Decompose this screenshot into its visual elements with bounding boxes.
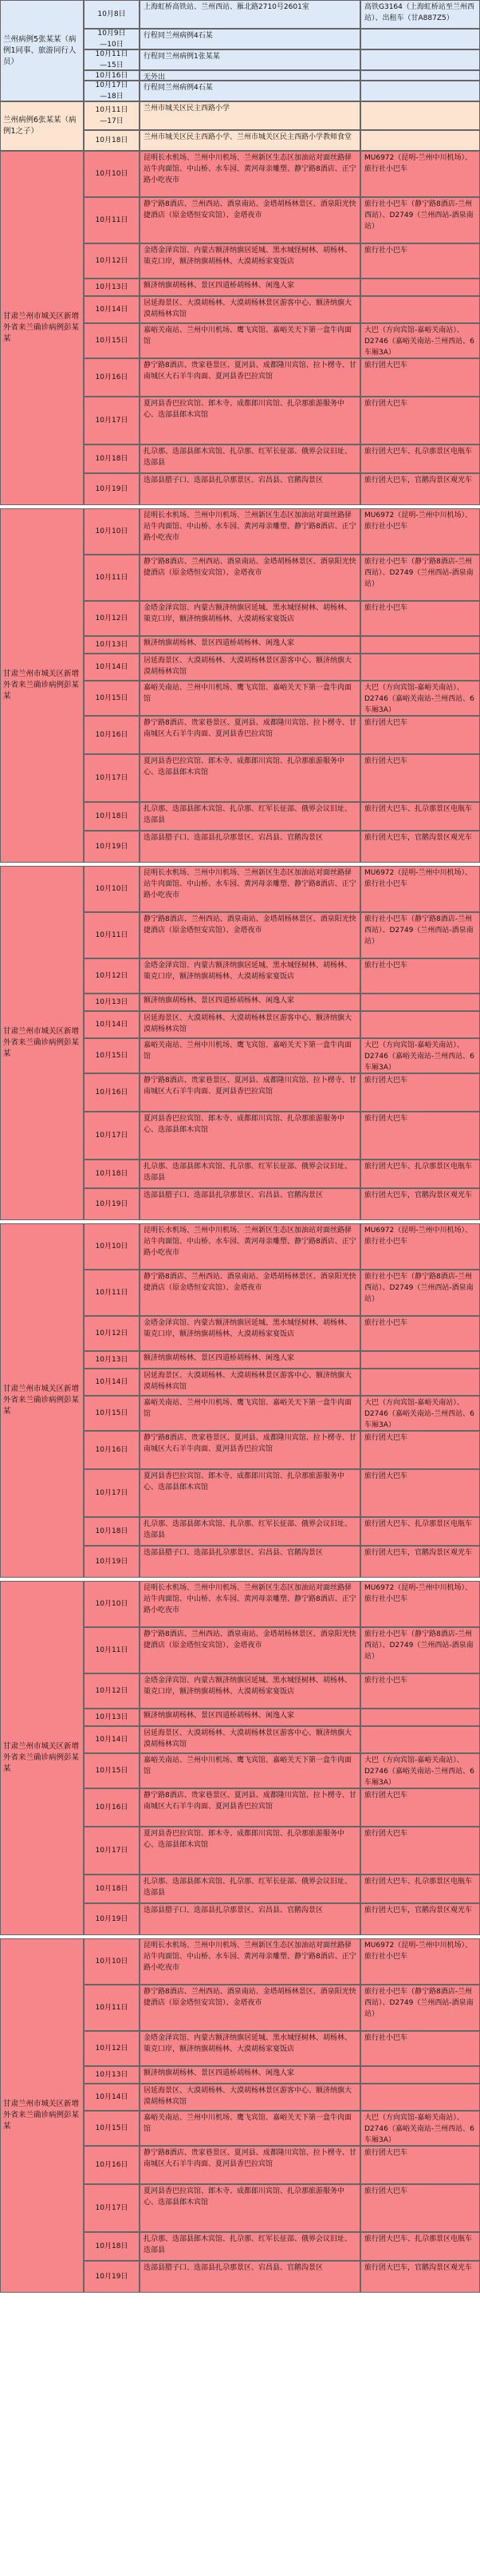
transport-cell: MU6972（昆明-兰州中川机场）、旅行社小巴车 — [360, 1581, 480, 1627]
transport-cell — [360, 2066, 480, 2084]
date-cell: 10月17日 — [84, 754, 140, 802]
route-cell: 扎尕那、迭部县郎木宾馆、扎尕那、红军长征部、俄界会议旧址、迭部县 — [140, 444, 360, 473]
date-cell: 10月17日 — [84, 2184, 140, 2232]
transport-cell: 旅行社小巴车（静宁路8酒店-兰州西站）、D2749（兰州西站-酒泉南站） — [360, 1985, 480, 2031]
route-cell: 嘉峪关南站、兰州中川机场、鹰飞宾馆、嘉峪关天下第一盒牛肉面馆 — [140, 1753, 360, 1788]
date-cell: 10月11日 —17日 — [84, 101, 140, 130]
date-cell: 10月11日 —15日 — [84, 49, 140, 70]
date-cell: 10月12日 — [84, 958, 140, 994]
date-cell: 10月19日 — [84, 1903, 140, 1935]
transport-cell: 旅行团大巴车 — [360, 754, 480, 802]
transport-cell: 旅行团大巴车 — [360, 1788, 480, 1827]
route-cell: 无外出 — [140, 70, 360, 81]
case-block-pink — [0, 151, 480, 505]
route-cell: 金塔金泽宾馆、内蒙古额济纳旗居延城、黑水城怪树林、胡杨林、策克口岸，额济纳旗胡杨林、大漠胡杨家宴饭店 — [140, 1673, 360, 1709]
case-label: 甘肃兰州市城关区新增外省来兰确诊病例彭某某 — [0, 508, 84, 863]
date-cell: 10月18日 — [84, 130, 140, 151]
route-cell: 夏河县香巴拉宾馆、郎木寺、成都郎川宾馆、扎尕那旅游服务中心、迭部县郎木宾馆 — [140, 754, 360, 802]
date-cell: 10月15日 — [84, 2111, 140, 2146]
transport-cell: 大巴（方向宾馆-嘉峪关南站）、D2746（嘉峪关南站-兰州西站、6车厢3A） — [360, 1753, 480, 1788]
date-cell: 10月12日 — [84, 1316, 140, 1351]
case-block-pink — [0, 866, 480, 1220]
route-cell: 行程同兰州病例1张某某 — [140, 49, 360, 70]
route-cell: 静宁路8酒店、贵家巷景区、夏河县、成都隆川宾馆、拉卜楞寺、甘南城区大石羊牛肉面、夏河县香巴拉宾馆 — [140, 1788, 360, 1827]
transport-cell: 大巴（方向宾馆-嘉峪关南站）、D2746（嘉峪关南站-兰州西站、6车厢3A） — [360, 1038, 480, 1073]
transport-cell: 旅行团大巴车，官鹅沟景区观光车 — [360, 1188, 480, 1220]
transport-cell — [360, 1726, 480, 1753]
case-label: 甘肃兰州市城关区新增外省来兰确诊病例彭某某 — [0, 1223, 84, 1578]
route-cell: 行程同兰州病例4石某 — [140, 81, 360, 101]
date-cell: 10月15日 — [84, 1038, 140, 1073]
transport-cell: 旅行团大巴车、扎尕那景区电瓶车 — [360, 444, 480, 473]
date-cell: 10月17日 — [84, 1112, 140, 1160]
route-cell: 夏河县香巴拉宾馆、郎木寺、成都郎川宾馆、扎尕那旅游服务中心、迭部县郎木宾馆 — [140, 1469, 360, 1517]
case-label: 兰州病例6张某某（病例1之子） — [0, 101, 84, 151]
route-cell: 扎尕那、迭部县郎木宾馆、扎尕那、红军长征部、俄界会议旧址、迭部县 — [140, 1160, 360, 1188]
case-block-5 — [0, 0, 480, 101]
route-cell: 迭部县腊子口、迭部县扎尕那景区、宕昌县、官鹅沟景区 — [140, 1546, 360, 1578]
transport-cell: 旅行团大巴车 — [360, 397, 480, 444]
date-cell: 10月11日 — [84, 1627, 140, 1673]
date-cell: 10月14日 — [84, 2084, 140, 2111]
route-cell: 静宁路8酒店、兰州西站、酒泉南站、金塔胡杨林景区、酒泉阳光快捷酒店（原金塔恒安宾馆）、金塔夜市 — [140, 1627, 360, 1673]
date-cell: 10月9日 —10日 — [84, 29, 140, 49]
date-cell: 10月13日 — [84, 279, 140, 296]
transport-cell — [360, 994, 480, 1011]
route-cell: 静宁路8酒店、兰州西站、酒泉南站、金塔胡杨林景区、酒泉阳光快捷酒店（原金塔恒安宾馆）、金塔夜市 — [140, 912, 360, 958]
date-cell: 10月14日 — [84, 1011, 140, 1038]
route-cell: 居延海景区、大漠胡杨林、大漠胡杨林景区游客中心、额济纳旗大漠胡杨林宾馆 — [140, 1726, 360, 1753]
route-cell: 金塔金泽宾馆、内蒙古额济纳旗居延城、黑水城怪树林、胡杨林、策克口岸，额济纳旗胡杨林、大漠胡杨家宴饭店 — [140, 243, 360, 279]
transport-cell: 旅行团大巴车 — [360, 1112, 480, 1160]
transport-cell: 旅行社小巴车（静宁路8酒店-兰州西站）、D2749（兰州西站-酒泉南站） — [360, 1627, 480, 1673]
route-cell: 迭部县腊子口、迭部县扎尕那景区、宕昌县、官鹅沟景区 — [140, 2261, 360, 2293]
route-cell: 额济纳旗胡杨林、景区四道桥胡杨林、闲逸人家 — [140, 1709, 360, 1726]
date-cell: 10月11日 — [84, 197, 140, 243]
route-cell: 扎尕那、迭部县郎木宾馆、扎尕那、红军长征部、俄界会议旧址、迭部县 — [140, 2232, 360, 2261]
transport-cell — [360, 296, 480, 323]
route-cell: 昆明长水机场、兰州中川机场、兰州新区生态区加油站对面丝路驿站牛肉面馆、中山桥、水车园、黄河母亲雕塑、静宁路8酒店、正宁路小吃夜市 — [140, 866, 360, 912]
date-cell: 10月19日 — [84, 1546, 140, 1578]
transport-cell: 大巴（方向宾馆-嘉峪关南站）、D2746（嘉峪关南站-兰州西站、6车厢3A） — [360, 681, 480, 716]
route-cell: 夏河县香巴拉宾馆、郎木寺、成都郎川宾馆、扎尕那旅游服务中心、迭部县郎木宾馆 — [140, 1827, 360, 1875]
transport-cell: 旅行团大巴车 — [360, 1431, 480, 1469]
route-cell: 扎尕那、迭部县郎木宾馆、扎尕那、红军长征部、俄界会议旧址、迭部县 — [140, 1517, 360, 1546]
date-cell: 10月16日 — [84, 70, 140, 81]
transport-cell: 旅行团大巴车，官鹅沟景区观光车 — [360, 831, 480, 863]
date-cell: 10月16日 — [84, 1431, 140, 1469]
transport-cell: 旅行团大巴车、扎尕那景区电瓶车 — [360, 2232, 480, 2261]
date-cell: 10月17日 — [84, 1469, 140, 1517]
transport-cell: 大巴（方向宾馆-嘉峪关南站）、D2746（嘉峪关南站-兰州西站、6车厢3A） — [360, 323, 480, 358]
case-block-pink — [0, 1581, 480, 1935]
route-cell: 静宁路8酒店、兰州西站、酒泉南站、金塔胡杨林景区、酒泉阳光快捷酒店（原金塔恒安宾馆）、金塔夜市 — [140, 555, 360, 601]
route-cell: 昆明长水机场、兰州中川机场、兰州新区生态区加油站对面丝路驿站牛肉面馆、中山桥、水车园、黄河母亲雕塑、静宁路8酒店、正宁路小吃夜市 — [140, 1938, 360, 1985]
transport-cell: 旅行社小巴车 — [360, 2031, 480, 2066]
route-cell: 夏河县香巴拉宾馆、郎木寺、成都郎川宾馆、扎尕那旅游服务中心、迭部县郎木宾馆 — [140, 1112, 360, 1160]
date-cell: 10月15日 — [84, 1396, 140, 1431]
date-cell: 10月12日 — [84, 1673, 140, 1709]
route-cell: 嘉峪关南站、兰州中川机场、鹰飞宾馆、嘉峪关天下第一盒牛肉面馆 — [140, 681, 360, 716]
route-cell: 夏河县香巴拉宾馆、郎木寺、成都郎川宾馆、扎尕那旅游服务中心、迭部县郎木宾馆 — [140, 397, 360, 444]
route-cell: 额济纳旗胡杨林、景区四道桥胡杨林、闲逸人家 — [140, 2066, 360, 2084]
date-cell: 10月14日 — [84, 1369, 140, 1396]
transport-cell: 旅行社小巴车 — [360, 1673, 480, 1709]
transport-cell: 旅行社小巴车 — [360, 1316, 480, 1351]
case-label: 兰州病例5张某某（病例1同事、旅游同行人员） — [0, 0, 84, 101]
case-block-pink — [0, 508, 480, 863]
transport-cell: 大巴（方向宾馆-嘉峪关南站）、D2746（嘉峪关南站-兰州西站、6车厢3A） — [360, 2111, 480, 2146]
route-cell: 静宁路8酒店、兰州西站、酒泉南站、金塔胡杨林景区、酒泉阳光快捷酒店（原金塔恒安宾馆）、金塔夜市 — [140, 1270, 360, 1316]
date-cell: 10月14日 — [84, 1726, 140, 1753]
route-cell: 迭部县腊子口、迭部县扎尕那景区、宕昌县、官鹅沟景区 — [140, 473, 360, 505]
route-cell: 金塔金泽宾馆、内蒙古额济纳旗居延城、黑水城怪树林、胡杨林、策克口岸，额济纳旗胡杨林、大漠胡杨家宴饭店 — [140, 958, 360, 994]
route-cell: 静宁路8酒店、贵家巷景区、夏河县、成都隆川宾馆、拉卜楞寺、甘南城区大石羊牛肉面、夏河县香巴拉宾馆 — [140, 1073, 360, 1112]
route-cell: 额济纳旗胡杨林、景区四道桥胡杨林、闲逸人家 — [140, 636, 360, 654]
route-cell: 额济纳旗胡杨林、景区四道桥胡杨林、闲逸人家 — [140, 994, 360, 1011]
route-cell: 昆明长水机场、兰州中川机场、兰州新区生态区加油站对面丝路驿站牛肉面馆、中山桥、水车园、黄河母亲雕塑、静宁路8酒店、正宁路小吃夜市 — [140, 1581, 360, 1627]
date-cell: 10月8日 — [84, 0, 140, 29]
route-cell: 静宁路8酒店、兰州西站、酒泉南站、金塔胡杨林景区、酒泉阳光快捷酒店（原金塔恒安宾馆）、金塔夜市 — [140, 1985, 360, 2031]
transport-cell — [360, 636, 480, 654]
transport-cell: 旅行团大巴车 — [360, 2184, 480, 2232]
date-cell: 10月19日 — [84, 1188, 140, 1220]
route-cell: 兰州市城关区民主西路小学 — [140, 101, 360, 130]
transport-cell: 旅行社小巴车 — [360, 601, 480, 636]
date-cell: 10月16日 — [84, 1073, 140, 1112]
route-cell: 扎尕那、迭部县郎木宾馆、扎尕那、红军长征部、俄界会议旧址、迭部县 — [140, 802, 360, 831]
transport-cell — [360, 1709, 480, 1726]
transport-cell — [360, 2084, 480, 2111]
transport-cell: 旅行社小巴车（静宁路8酒店-兰州西站）、D2749（兰州西站-酒泉南站） — [360, 912, 480, 958]
transport-cell: 旅行团大巴车 — [360, 1469, 480, 1517]
route-cell: 上海虹桥高铁站、兰州西站、雁北路2710号2601室 — [140, 0, 360, 29]
transport-cell: 旅行团大巴车，官鹅沟景区观光车 — [360, 1546, 480, 1578]
date-cell: 10月11日 — [84, 555, 140, 601]
date-cell: 10月11日 — [84, 1985, 140, 2031]
date-cell: 10月13日 — [84, 636, 140, 654]
route-cell: 静宁路8酒店、兰州西站、酒泉南站、金塔胡杨林景区、酒泉阳光快捷酒店（原金塔恒安宾馆）、金塔夜市 — [140, 197, 360, 243]
date-cell: 10月15日 — [84, 1753, 140, 1788]
date-cell: 10月15日 — [84, 323, 140, 358]
route-cell: 行程同兰州病例4石某 — [140, 29, 360, 49]
route-cell: 迭部县腊子口、迭部县扎尕那景区、宕昌县、官鹅沟景区 — [140, 1188, 360, 1220]
route-cell: 静宁路8酒店、贵家巷景区、夏河县、成都隆川宾馆、拉卜楞寺、甘南城区大石羊牛肉面、夏河县香巴拉宾馆 — [140, 358, 360, 397]
date-cell: 10月19日 — [84, 473, 140, 505]
date-cell: 10月18日 — [84, 1160, 140, 1188]
route-cell: 嘉峪关南站、兰州中川机场、鹰飞宾馆、嘉峪关天下第一盒牛肉面馆 — [140, 323, 360, 358]
transport-cell: 旅行团大巴车，官鹅沟景区观光车 — [360, 1903, 480, 1935]
route-cell: 迭部县腊子口、迭部县扎尕那景区、宕昌县、官鹅沟景区 — [140, 831, 360, 863]
route-cell: 额济纳旗胡杨林、景区四道桥胡杨林、闲逸人家 — [140, 279, 360, 296]
route-cell: 昆明长水机场、兰州中川机场、兰州新区生态区加油站对面丝路驿站牛肉面馆、中山桥、水车园、黄河母亲雕塑、静宁路8酒店、正宁路小吃夜市 — [140, 151, 360, 197]
transport-cell: 旅行团大巴车 — [360, 716, 480, 754]
route-cell: 居延海景区、大漠胡杨林、大漠胡杨林景区游客中心、额济纳旗大漠胡杨林宾馆 — [140, 296, 360, 323]
route-cell: 迭部县腊子口、迭部县扎尕那景区、宕昌县、官鹅沟景区 — [140, 1903, 360, 1935]
route-cell: 嘉峪关南站、兰州中川机场、鹰飞宾馆、嘉峪关天下第一盒牛肉面馆 — [140, 1396, 360, 1431]
date-cell: 10月13日 — [84, 1709, 140, 1726]
date-cell: 10月12日 — [84, 601, 140, 636]
date-cell: 10月18日 — [84, 802, 140, 831]
route-cell: 夏河县香巴拉宾馆、郎木寺、成都郎川宾馆、扎尕那旅游服务中心、迭部县郎木宾馆 — [140, 2184, 360, 2232]
date-cell: 10月16日 — [84, 1788, 140, 1827]
route-cell: 嘉峪关南站、兰州中川机场、鹰飞宾馆、嘉峪关天下第一盒牛肉面馆 — [140, 2111, 360, 2146]
transport-cell — [360, 1011, 480, 1038]
case-label: 甘肃兰州市城关区新增外省来兰确诊病例彭某某 — [0, 1938, 84, 2293]
date-cell: 10月13日 — [84, 1351, 140, 1369]
route-cell: 静宁路8酒店、贵家巷景区、夏河县、成都隆川宾馆、拉卜楞寺、甘南城区大石羊牛肉面、夏河县香巴拉宾馆 — [140, 1431, 360, 1469]
date-cell: 10月10日 — [84, 151, 140, 197]
transport-cell — [360, 1369, 480, 1396]
case-block-pink — [0, 1223, 480, 1578]
case-block-6 — [0, 101, 480, 151]
transport-cell — [360, 279, 480, 296]
transport-cell: 旅行团大巴车，官鹅沟景区观光车 — [360, 473, 480, 505]
route-cell: 居延海景区、大漠胡杨林、大漠胡杨林景区游客中心、额济纳旗大漠胡杨林宾馆 — [140, 1011, 360, 1038]
date-cell: 10月19日 — [84, 831, 140, 863]
case-label: 甘肃兰州市城关区新增外省来兰确诊病例彭某某 — [0, 151, 84, 505]
transport-cell: MU6972（昆明-兰州中川机场）、旅行社小巴车 — [360, 508, 480, 555]
date-cell: 10月17日 — [84, 1827, 140, 1875]
transport-cell: 旅行团大巴车、扎尕那景区电瓶车 — [360, 1875, 480, 1903]
route-cell: 静宁路8酒店、贵家巷景区、夏河县、成都隆川宾馆、拉卜楞寺、甘南城区大石羊牛肉面、夏河县香巴拉宾馆 — [140, 2146, 360, 2184]
transport-cell: 旅行团大巴车、扎尕那景区电瓶车 — [360, 1517, 480, 1546]
route-cell: 扎尕那、迭部县郎木宾馆、扎尕那、红军长征部、俄界会议旧址、迭部县 — [140, 1875, 360, 1903]
date-cell: 10月18日 — [84, 1875, 140, 1903]
transport-cell — [360, 654, 480, 681]
route-cell: 昆明长水机场、兰州中川机场、兰州新区生态区加油站对面丝路驿站牛肉面馆、中山桥、水车园、黄河母亲雕塑、静宁路8酒店、正宁路小吃夜市 — [140, 508, 360, 555]
date-cell: 10月14日 — [84, 296, 140, 323]
transport-cell: 旅行团大巴车 — [360, 1073, 480, 1112]
transport-cell: 旅行社小巴车（静宁路8酒店-兰州西站）、D2749（兰州西站-酒泉南站） — [360, 1270, 480, 1316]
transport-cell: 旅行社小巴车（静宁路8酒店-兰州西站）、D2749（兰州西站-酒泉南站） — [360, 197, 480, 243]
transport-cell: 大巴（方向宾馆-嘉峪关南站）、D2746（嘉峪关南站-兰州西站、6车厢3A） — [360, 1396, 480, 1431]
route-cell: 静宁路8酒店、贵家巷景区、夏河县、成都隆川宾馆、拉卜楞寺、甘南城区大石羊牛肉面、夏河县香巴拉宾馆 — [140, 716, 360, 754]
date-cell: 10月10日 — [84, 1938, 140, 1985]
date-cell: 10月16日 — [84, 358, 140, 397]
case-block-pink — [0, 1938, 480, 2293]
transport-cell: 旅行团大巴车 — [360, 2146, 480, 2184]
date-cell: 10月16日 — [84, 716, 140, 754]
date-cell: 10月12日 — [84, 243, 140, 279]
transport-cell: 旅行社小巴车（静宁路8酒店-兰州西站）、D2749（兰州西站-酒泉南站） — [360, 555, 480, 601]
section-gap — [0, 2293, 480, 2296]
date-cell: 10月13日 — [84, 2066, 140, 2084]
transport-cell — [360, 1351, 480, 1369]
transport-cell: 旅行社小巴车 — [360, 958, 480, 994]
date-cell: 10月10日 — [84, 1223, 140, 1270]
date-cell: 10月19日 — [84, 2261, 140, 2293]
date-cell: 10月10日 — [84, 1581, 140, 1627]
route-cell: 金塔金泽宾馆、内蒙古额济纳旗居延城、黑水城怪树林、胡杨林、策克口岸，额济纳旗胡杨林、大漠胡杨家宴饭店 — [140, 1316, 360, 1351]
date-cell: 10月16日 — [84, 2146, 140, 2184]
transport-cell: 旅行团大巴车、扎尕那景区电瓶车 — [360, 802, 480, 831]
date-cell: 10月18日 — [84, 2232, 140, 2261]
route-cell: 昆明长水机场、兰州中川机场、兰州新区生态区加油站对面丝路驿站牛肉面馆、中山桥、水车园、黄河母亲雕塑、静宁路8酒店、正宁路小吃夜市 — [140, 1223, 360, 1270]
date-cell: 10月10日 — [84, 866, 140, 912]
route-cell: 金塔金泽宾馆、内蒙古额济纳旗居延城、黑水城怪树林、胡杨林、策克口岸，额济纳旗胡杨林、大漠胡杨家宴饭店 — [140, 601, 360, 636]
transport-cell: 旅行团大巴车 — [360, 1827, 480, 1875]
transport-cell: 旅行团大巴车 — [360, 358, 480, 397]
date-cell: 10月18日 — [84, 1517, 140, 1546]
route-cell: 居延海景区、大漠胡杨林、大漠胡杨林景区游客中心、额济纳旗大漠胡杨林宾馆 — [140, 654, 360, 681]
transport-cell: MU6972（昆明-兰州中川机场）、旅行社小巴车 — [360, 1223, 480, 1270]
transport-cell: MU6972（昆明-兰州中川机场）、旅行社小巴车 — [360, 1938, 480, 1985]
date-cell: 10月15日 — [84, 681, 140, 716]
date-cell: 10月12日 — [84, 2031, 140, 2066]
transport-cell: 高铁G3164（上海虹桥站至兰州西站）、出租车（甘A887Z5） — [360, 0, 480, 29]
date-cell: 10月13日 — [84, 994, 140, 1011]
route-cell: 兰州市城关区民主西路小学、兰州市城关区民主西路小学教师食堂 — [140, 130, 360, 151]
route-cell: 居延海景区、大漠胡杨林、大漠胡杨林景区游客中心、额济纳旗大漠胡杨林宾馆 — [140, 1369, 360, 1396]
date-cell: 10月18日 — [84, 444, 140, 473]
transport-cell: 旅行团大巴车，官鹅沟景区观光车 — [360, 2261, 480, 2293]
date-cell: 10月10日 — [84, 508, 140, 555]
date-cell: 10月11日 — [84, 1270, 140, 1316]
transport-cell: MU6972（昆明-兰州中川机场）、旅行社小巴车 — [360, 151, 480, 197]
transport-cell: 旅行团大巴车、扎尕那景区电瓶车 — [360, 1160, 480, 1188]
case-label: 甘肃兰州市城关区新增外省来兰确诊病例彭某某 — [0, 866, 84, 1220]
case-label: 甘肃兰州市城关区新增外省来兰确诊病例彭某某 — [0, 1581, 84, 1935]
route-cell: 嘉峪关南站、兰州中川机场、鹰飞宾馆、嘉峪关天下第一盒牛肉面馆 — [140, 1038, 360, 1073]
date-cell: 10月14日 — [84, 654, 140, 681]
date-cell: 10月11日 — [84, 912, 140, 958]
route-cell: 额济纳旗胡杨林、景区四道桥胡杨林、闲逸人家 — [140, 1351, 360, 1369]
transport-cell: 旅行社小巴车 — [360, 243, 480, 279]
route-cell: 金塔金泽宾馆、内蒙古额济纳旗居延城、黑水城怪树林、胡杨林、策克口岸，额济纳旗胡杨林、大漠胡杨家宴饭店 — [140, 2031, 360, 2066]
date-cell: 10月17日 — [84, 397, 140, 444]
date-cell: 10月17日 —18日 — [84, 81, 140, 101]
transport-cell: MU6972（昆明-兰州中川机场）、旅行社小巴车 — [360, 866, 480, 912]
route-cell: 居延海景区、大漠胡杨林、大漠胡杨林景区游客中心、额济纳旗大漠胡杨林宾馆 — [140, 2084, 360, 2111]
